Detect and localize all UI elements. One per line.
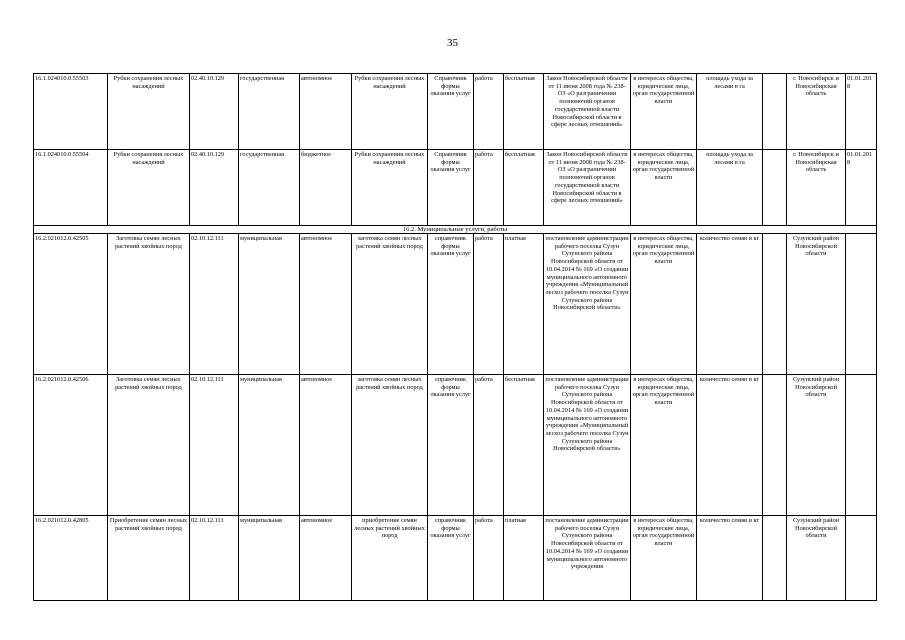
cell-territory: Сузунский район Новосибирской области: [787, 234, 846, 375]
cell-name: Заготовка семян лесных растений хвойных пород: [108, 375, 190, 516]
cell-pay: платная: [504, 234, 544, 375]
cell-inst-type: автономное: [300, 74, 352, 150]
cell-indicator: количество семян в кг: [697, 516, 763, 601]
table-row: [34, 234, 877, 375]
cell-pay: платная: [504, 516, 544, 601]
cell-form: Справочник формы оказания услуг: [428, 74, 474, 150]
cell-form: справочник формы оказания услуг: [428, 375, 474, 516]
cell-basis: Закон Новосибирской области от 11 июня 2008 года № 238-ОЗ «О разграничении полномочий органов государственной власти Новосибирской области в сфере лесных отношений»: [544, 150, 631, 226]
cell-code: 16.2.021012.0.42506: [34, 375, 108, 516]
cell-pay: бесплатная: [504, 375, 544, 516]
cell-kind: работа: [474, 150, 504, 226]
table-body-bottom: [34, 234, 877, 601]
cell-form: Справочник формы оказания услуг: [428, 150, 474, 226]
table-row: [34, 150, 877, 226]
section-header-row: [34, 226, 877, 234]
cell-okved: 02.40.10.129: [190, 150, 239, 226]
cell-okved: 02.40.10.129: [190, 74, 239, 150]
cell-kind: работа: [474, 375, 504, 516]
registry-table: [33, 73, 877, 601]
cell-date: 01.01.2018: [846, 74, 877, 150]
cell-consumers: в интересах общества, юридические лица, орган государственной власти: [631, 150, 697, 226]
cell-inst-type: автономное: [300, 375, 352, 516]
cell-inst-type: бюджетное: [300, 150, 352, 226]
cell-okved: 02.10.12.111: [190, 375, 239, 516]
cell-content: заготовка семян лесных растений хвойных пород: [352, 375, 428, 516]
table-row: [34, 375, 877, 516]
table-row: [34, 74, 877, 150]
cell-basis: постановление администрации рабочего поселка Сузун Сузунского района Новосибирской области от 10.04.2014 № 169 «О создании муниципального автономного учреждения «Муниципальный лесхоз рабочего поселка Сузун Сузунского района Новосибирской области»: [544, 234, 631, 375]
cell-content: Рубки сохранения лесных насаждений: [352, 150, 428, 226]
cell-content: заготовка семян лесных растений хвойных пород: [352, 234, 428, 375]
cell-level: муниципальная: [239, 234, 300, 375]
section-header: 16.2. Муниципальные услуги, работы: [34, 226, 877, 234]
cell-territory: Сузунский район Новосибирской области: [787, 516, 846, 601]
cell-consumers: в интересах общества, юридические лица, орган государственной власти: [631, 516, 697, 601]
cell-date: 01.01.2018: [846, 150, 877, 226]
cell-note: [763, 516, 787, 601]
page-number: 35: [447, 37, 458, 49]
cell-level: муниципальная: [239, 516, 300, 601]
cell-basis: постановление администрации рабочего поселка Сузун Сузунского района Новосибирской области от 10.04.2014 № 169 «О создании муниципального автономного учреждения: [544, 516, 631, 601]
section-header-body: [34, 226, 877, 234]
cell-consumers: в интересах общества, юридические лица, орган государственной власти: [631, 74, 697, 150]
cell-name: Рубки сохранения лесных насаждений: [108, 74, 190, 150]
cell-level: государственная: [239, 150, 300, 226]
cell-form: справочник формы оказания услуг: [428, 234, 474, 375]
cell-kind: работа: [474, 516, 504, 601]
cell-name: Заготовка семян лесных растений хвойных пород: [108, 234, 190, 375]
cell-okved: 02.10.12.111: [190, 234, 239, 375]
cell-indicator: количество семян в кг: [697, 375, 763, 516]
cell-kind: работа: [474, 74, 504, 150]
cell-basis: Закон Новосибирской области от 11 июня 2008 года № 238-ОЗ «О разграничении полномочий органов государственной власти Новосибирской области в сфере лесных отношений»: [544, 74, 631, 150]
cell-code: 16.1.024010.0.55504: [34, 150, 108, 226]
cell-code: 16.2.021012.0.42805: [34, 516, 108, 601]
cell-code: 16.1.024010.0.55503: [34, 74, 108, 150]
cell-okved: 02.10.12.111: [190, 516, 239, 601]
cell-inst-type: автономное: [300, 516, 352, 601]
cell-name: Приобретение семян лесных растений хвойных пород: [108, 516, 190, 601]
cell-level: муниципальная: [239, 375, 300, 516]
cell-pay: бесплатная: [504, 74, 544, 150]
table-body-top: [34, 74, 877, 226]
cell-note: [763, 74, 787, 150]
cell-territory: Сузунский район Новосибирской области: [787, 375, 846, 516]
cell-date: [846, 234, 877, 375]
cell-note: [763, 150, 787, 226]
cell-content: Рубки сохранения лесных насаждений: [352, 74, 428, 150]
cell-indicator: количество семян в кг: [697, 234, 763, 375]
cell-territory: г. Новосибирск и Новосибирская область: [787, 74, 846, 150]
cell-inst-type: автономное: [300, 234, 352, 375]
cell-note: [763, 234, 787, 375]
cell-form: справочник формы оказания услуг: [428, 516, 474, 601]
cell-date: [846, 375, 877, 516]
cell-content: приобретение семян лесных растений хвойных пород: [352, 516, 428, 601]
cell-note: [763, 375, 787, 516]
cell-consumers: в интересах общества, юридические лица, орган государственной власти: [631, 234, 697, 375]
cell-code: 16.2.021012.0.42505: [34, 234, 108, 375]
cell-name: Рубки сохранения лесных насаждений: [108, 150, 190, 226]
cell-indicator: площадь ухода за лесами в га: [697, 74, 763, 150]
cell-kind: работа: [474, 234, 504, 375]
cell-basis: постановление администрации рабочего поселка Сузун Сузунского района Новосибирской области от 10.04.2014 № 169 «О создании муниципального автономного учреждения «Муниципальный лесхоз рабочего поселка Сузун Сузунского района Новосибирской области»: [544, 375, 631, 516]
cell-indicator: площадь ухода за лесами в га: [697, 150, 763, 226]
cell-date: [846, 516, 877, 601]
cell-pay: бесплатная: [504, 150, 544, 226]
cell-consumers: в интересах общества, юридические лица, орган государственной власти: [631, 375, 697, 516]
cell-level: государственная: [239, 74, 300, 150]
cell-territory: г. Новосибирск и Новосибирская область: [787, 150, 846, 226]
table-row: [34, 516, 877, 601]
